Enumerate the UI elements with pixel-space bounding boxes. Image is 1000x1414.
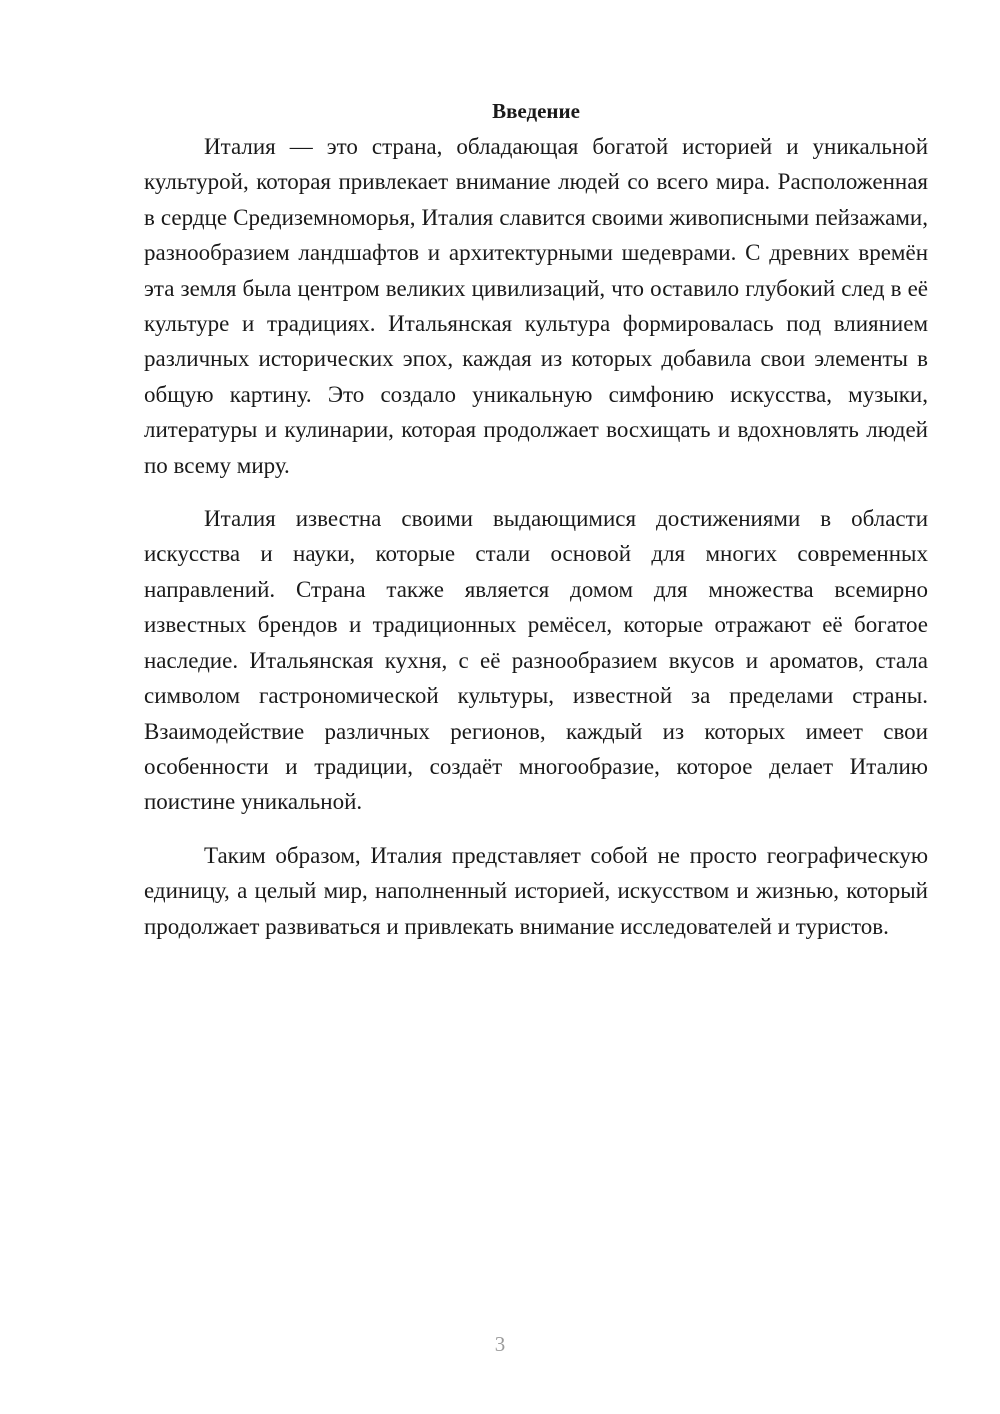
section-heading: Введение	[492, 99, 580, 123]
paragraph-1: Италия — это страна, обладающая богатой историей и уникальной культурой, которая привлекает внимание людей со всего мира. Расположенная в сердце Средиземноморья, Италия славится своими живописными пейзажами, разнообразием ландшафтов и архитектурными шедеврами. С древних времён эта земля была центром великих цивилизаций, что оставило глубокий след в её культуре и традициях. Итальянская культура формировалась под влиянием различных исторических эпох, каждая из которых добавила свои элементы в общую картину. Это создало уникальную симфонию искусства, музыки, литературы и кулинарии, которая продолжает восхищать и вдохновлять людей по всему миру.	[144, 134, 928, 478]
page-number: 3	[494, 1332, 506, 1356]
paragraph-3: Таким образом, Италия представляет собой не просто географическую единицу, а целый мир, наполненный историей, искусством и жизнью, который продолжает развиваться и привлекать внимание исследователей и туристов.	[144, 842, 928, 939]
paragraph-2: Италия известна своими выдающимися достижениями в области искусства и науки, которые стали основой для многих современных направлений. Страна также является домом для множества всемирно известных брендов и традиционных ремёсел, которые отражают её богатое наследие. Итальянская кухня, с её разнообразием вкусов и ароматов, стала символом гастрономической культуры, известной за пределами страны. Взаимодействие различных регионов, каждый из которых имеет свои особенности и традиции, создаёт многообразие, которое делает Италию поистине уникальной.	[144, 506, 928, 815]
page-content	[144, 94, 928, 962]
